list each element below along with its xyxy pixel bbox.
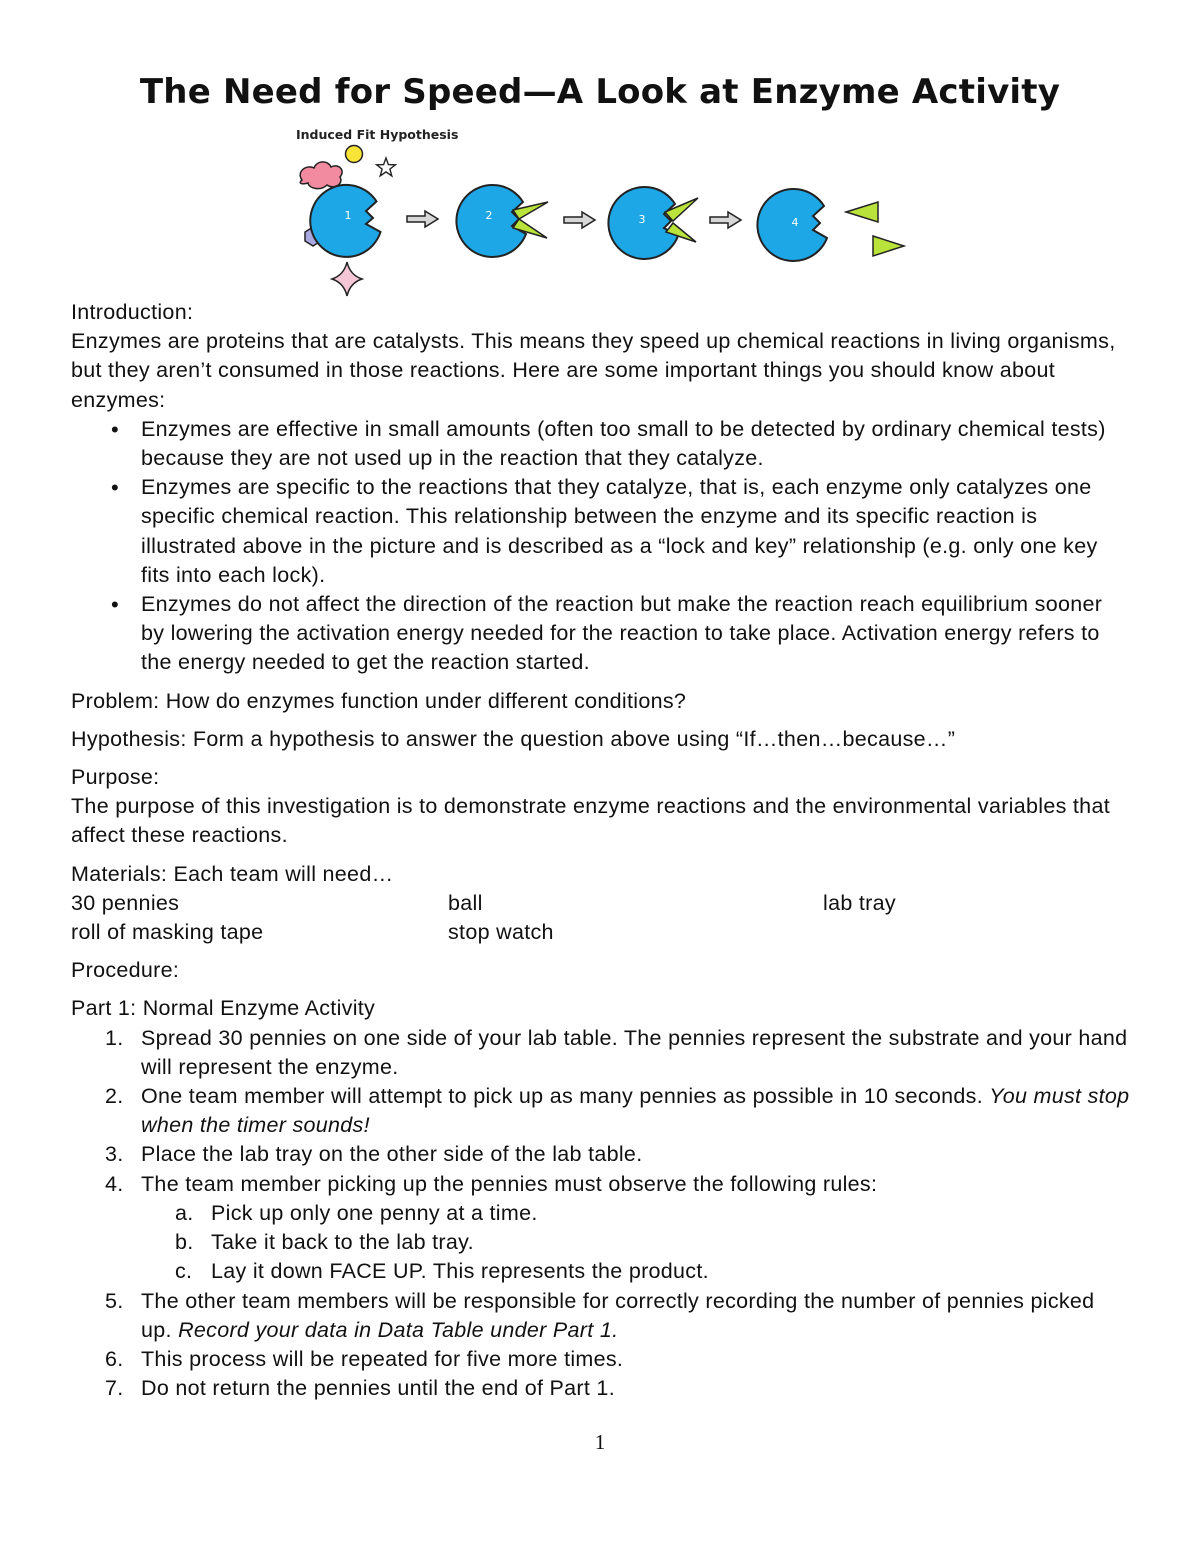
figure-caption: Induced Fit Hypothesis bbox=[296, 127, 459, 142]
stage-label: 1 bbox=[344, 209, 352, 222]
rule-text: Lay it down FACE UP. This represents the product. bbox=[211, 1259, 709, 1284]
materials-row bbox=[71, 889, 1131, 918]
material-item: stop watch bbox=[448, 920, 554, 945]
enzyme-stage-1 bbox=[310, 185, 380, 257]
rule-letter: a. bbox=[175, 1200, 194, 1225]
stage-label: 2 bbox=[485, 209, 493, 222]
induced-fit-diagram bbox=[290, 122, 910, 302]
substrate-ball-icon bbox=[346, 146, 363, 163]
introduction-text: Enzymes are proteins that are catalysts. This means they speed up chemical reactions in living organisms, but they aren’t consumed in those reactions. Here are some important things you should know about enzymes: bbox=[71, 329, 1116, 412]
purpose-heading: Purpose: bbox=[71, 765, 160, 790]
step-number: 3. bbox=[105, 1142, 124, 1167]
rules-list bbox=[141, 1199, 1131, 1287]
purpose-text: The purpose of this investigation is to demonstrate enzyme reactions and the environmental variables that affect these reactions. bbox=[71, 794, 1110, 848]
introduction-heading: Introduction: bbox=[71, 300, 194, 324]
product-piece bbox=[846, 202, 878, 222]
step-note: Record your data in Data Table under Part 1. bbox=[178, 1317, 619, 1342]
induced-fit-figure bbox=[290, 122, 910, 302]
rule-item bbox=[141, 1228, 1131, 1257]
material-item: roll of masking tape bbox=[71, 920, 264, 945]
step-text: Place the lab tray on the other side of the lab table. bbox=[141, 1142, 643, 1167]
procedure-step bbox=[71, 1140, 1131, 1169]
stage-label: 4 bbox=[791, 216, 799, 229]
rule-item bbox=[141, 1199, 1131, 1228]
procedure-step bbox=[71, 1345, 1131, 1374]
procedure-heading: Procedure: bbox=[71, 958, 180, 983]
enzyme-stage-2 bbox=[456, 185, 548, 257]
substrate-star-icon bbox=[377, 158, 396, 176]
step-text: This process will be repeated for five more times. bbox=[141, 1346, 624, 1371]
procedure-step bbox=[71, 1082, 1131, 1140]
material-item: lab tray bbox=[823, 890, 896, 915]
step-text: The other team members will be responsible for correctly recording the number of pennies picked up. bbox=[141, 1288, 1095, 1342]
hypothesis-statement: Hypothesis: Form a hypothesis to answer the question above using “If…then…because…” bbox=[71, 726, 956, 751]
step-text: Do not return the pennies until the end of Part 1. bbox=[141, 1376, 615, 1401]
procedure-step bbox=[71, 1374, 1131, 1403]
material-item: 30 pennies bbox=[71, 890, 180, 915]
step-number: 2. bbox=[105, 1084, 124, 1109]
page-title: The Need for Speed—A Look at Enzyme Activity bbox=[139, 72, 1061, 112]
rule-letter: b. bbox=[175, 1230, 194, 1255]
procedure-step bbox=[71, 1287, 1131, 1345]
rule-letter: c. bbox=[175, 1259, 193, 1284]
step-text: The team member picking up the pennies must observe the following rules: bbox=[141, 1171, 878, 1196]
materials-row bbox=[71, 918, 1131, 947]
procedure-steps bbox=[71, 1024, 1131, 1404]
material-item: ball bbox=[448, 890, 483, 915]
step-number: 6. bbox=[105, 1346, 124, 1371]
step-number: 4. bbox=[105, 1171, 124, 1196]
step-text: Spread 30 pennies on one side of your lab table. The pennies represent the substrate and your hand will represent the enzyme. bbox=[141, 1025, 1128, 1079]
step-note: You must stop when the timer sounds! bbox=[141, 1084, 1130, 1138]
arrow-icon bbox=[407, 211, 438, 227]
substrate-sparkle-icon bbox=[332, 262, 362, 296]
procedure-step bbox=[71, 1024, 1131, 1082]
document-body bbox=[71, 298, 1131, 1403]
substrate-cloud-icon bbox=[300, 162, 342, 189]
list-item: • Enzymes are effective in small amounts (often too small to be detected by ordinary chemical tests) because they are not used up in the reaction that they catalyze. bbox=[71, 415, 1131, 473]
enzyme-stage-4 bbox=[757, 189, 827, 261]
page-number: 1 bbox=[594, 1430, 606, 1454]
rule-text: Take it back to the lab tray. bbox=[211, 1230, 474, 1255]
step-text: One team member will attempt to pick up as many pennies as possible in 10 seconds. bbox=[141, 1084, 984, 1109]
rule-item bbox=[141, 1257, 1131, 1286]
arrow-icon bbox=[710, 212, 741, 228]
rule-text: Pick up only one penny at a time. bbox=[211, 1200, 538, 1225]
list-item: • Enzymes do not affect the direction of the reaction but make the reaction reach equilibrium sooner by lowering the activation energy needed for the reaction to take place. Activation energy refers to the energy needed to get the reaction started. bbox=[71, 590, 1131, 678]
step-number: 1. bbox=[105, 1025, 124, 1050]
part1-heading: Part 1: Normal Enzyme Activity bbox=[71, 996, 376, 1021]
step-number: 5. bbox=[105, 1288, 124, 1313]
arrow-icon bbox=[564, 212, 595, 228]
materials-heading: Materials: Each team will need… bbox=[71, 861, 394, 886]
procedure-step bbox=[71, 1170, 1131, 1287]
enzyme-stage-3 bbox=[608, 187, 698, 259]
list-item: • Enzymes are specific to the reactions that they catalyze, that is, each enzyme only catalyzes one specific chemical reaction. This relationship between the enzyme and its specific reaction is illustrated above in the picture and is described as a “lock and key” relationship (e.g. only one key fits into each lock). bbox=[71, 473, 1131, 590]
enzyme-facts-list bbox=[71, 415, 1131, 678]
step-number: 7. bbox=[105, 1376, 124, 1401]
problem-statement: Problem: How do enzymes function under different conditions? bbox=[71, 688, 687, 713]
stage-label: 3 bbox=[638, 213, 646, 226]
product-piece bbox=[873, 236, 904, 256]
